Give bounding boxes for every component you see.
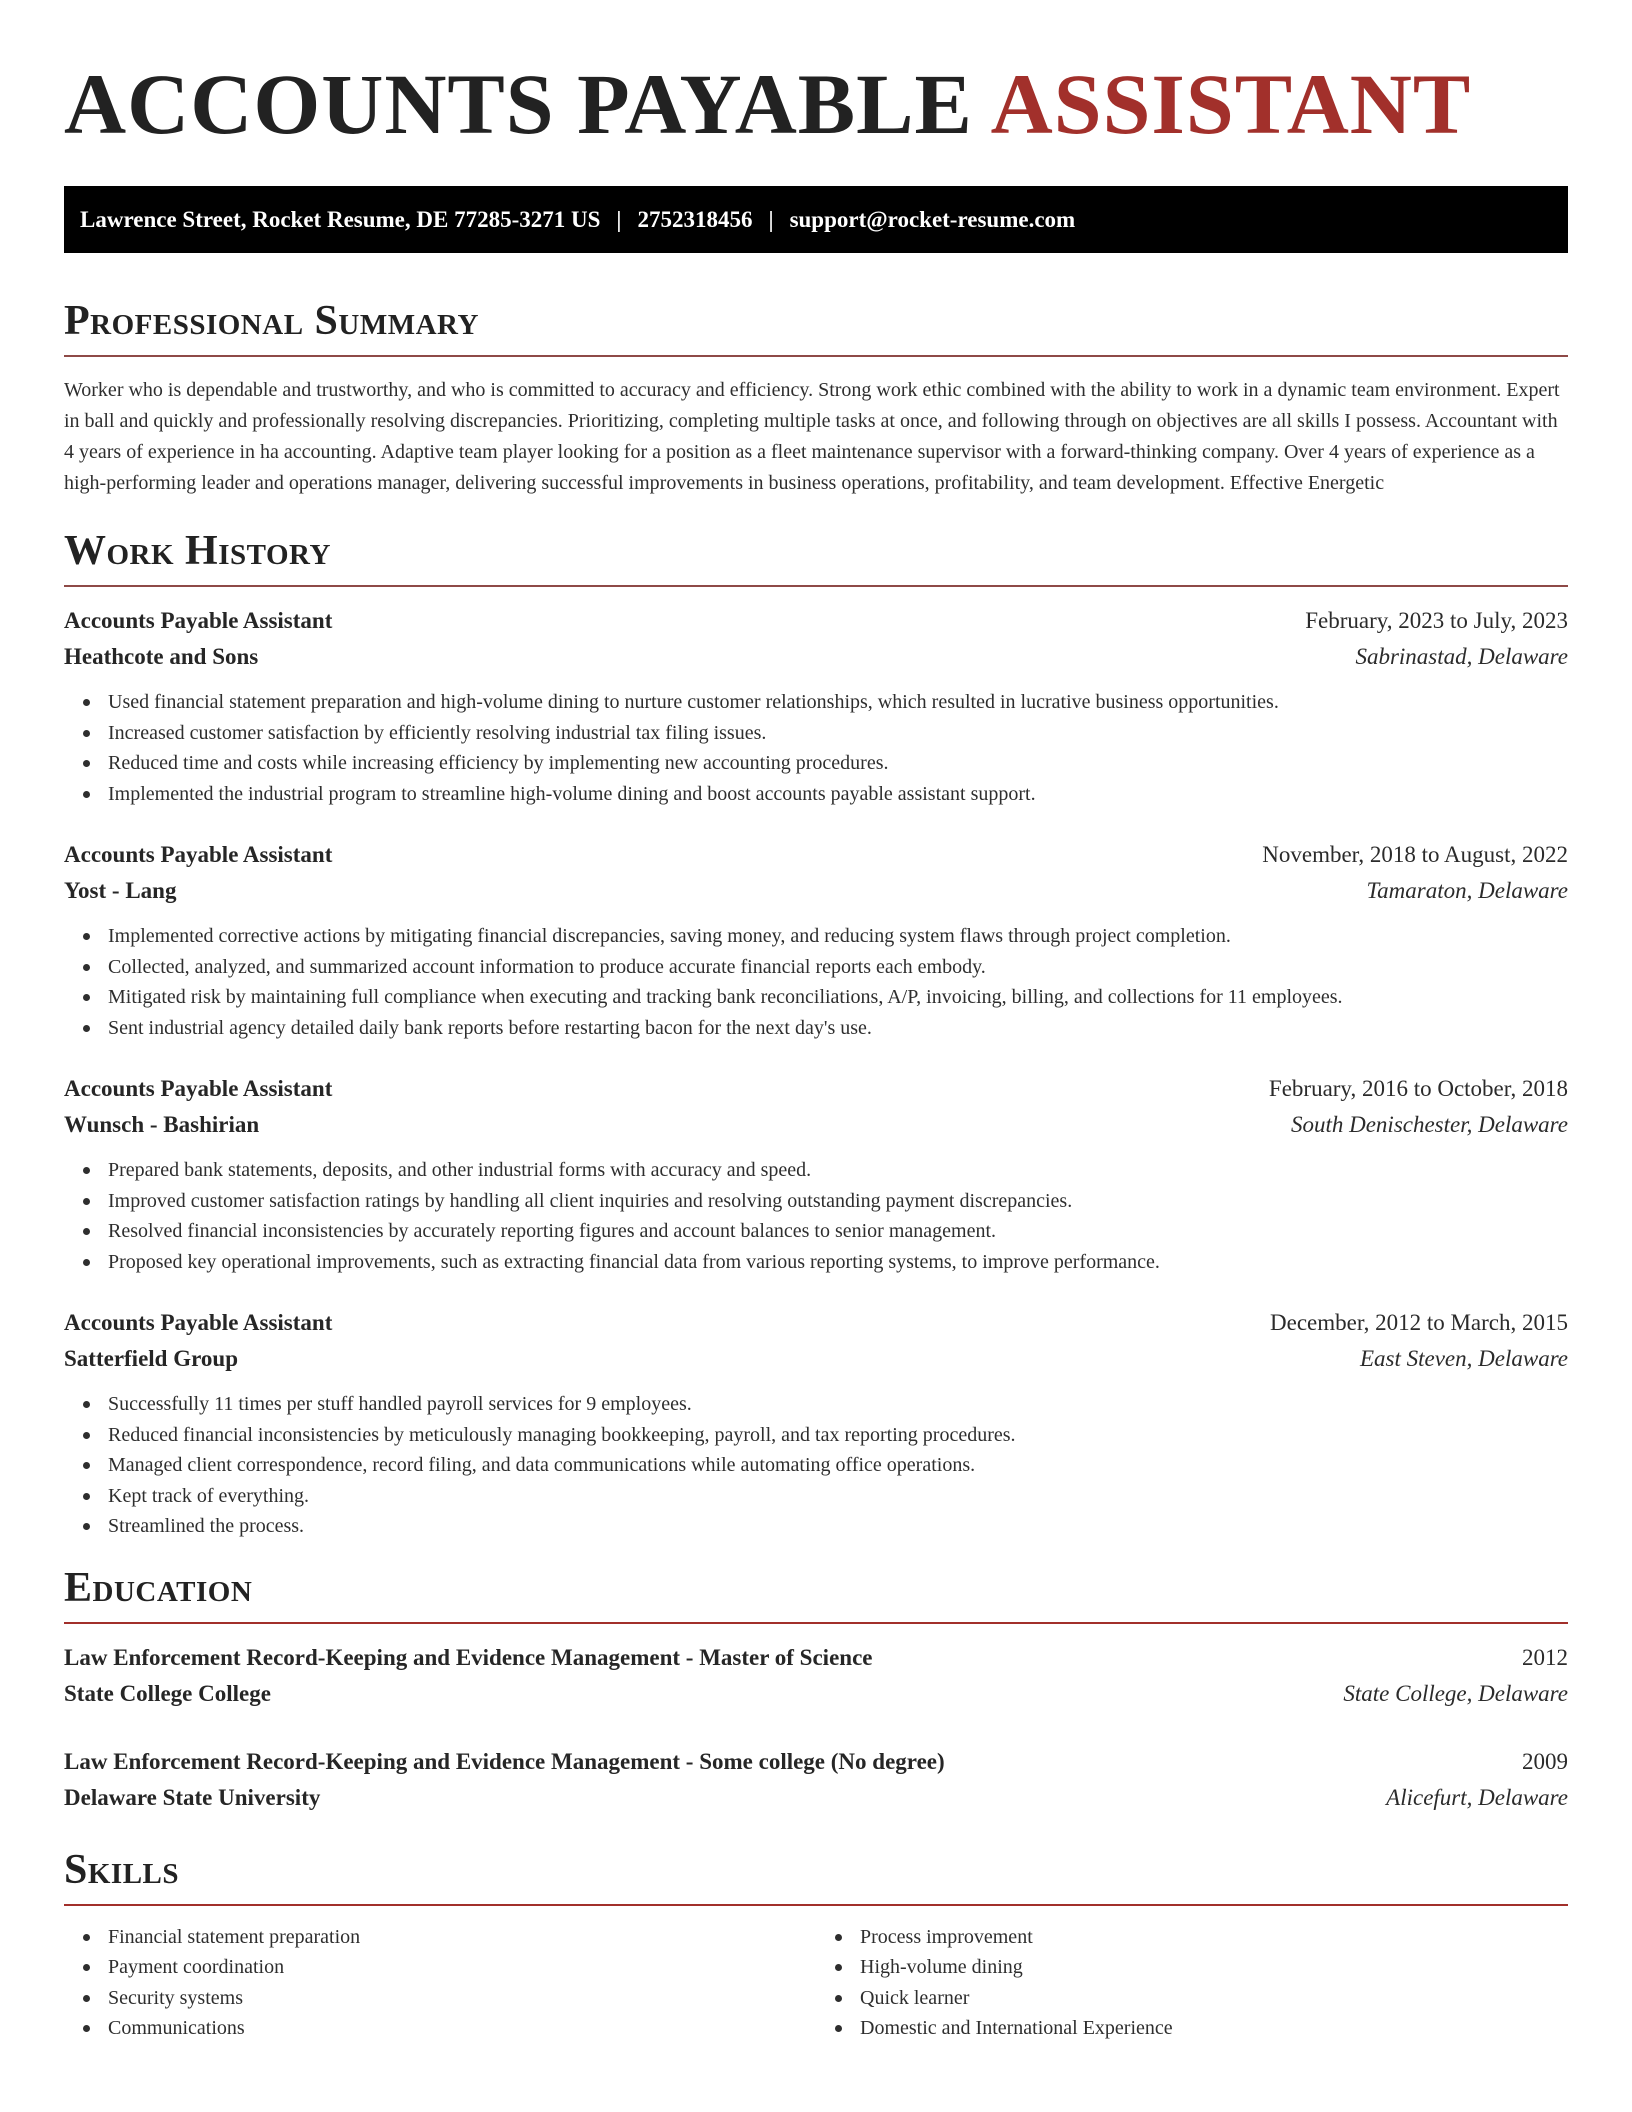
job-location: Sabrinastad, Delaware xyxy=(1355,644,1568,669)
job-bullets xyxy=(64,1155,1568,1277)
job-title: Accounts Payable Assistant xyxy=(64,842,333,867)
job-entry xyxy=(64,837,1568,1043)
job-company: Heathcote and Sons xyxy=(64,644,259,669)
job-dates: December, 2012 to March, 2015 xyxy=(1270,1310,1568,1335)
list-item: Reduced financial inconsistencies by meticulously managing bookkeeping, payroll, and tax reporting procedures. xyxy=(108,1420,1568,1451)
section-divider xyxy=(64,1622,1568,1624)
job-company: Satterfield Group xyxy=(64,1346,238,1371)
list-item: Managed client correspondence, record filing, and data communications while automating office operations. xyxy=(108,1450,1568,1481)
section-heading-work-history: Work History xyxy=(64,528,331,574)
contact-address: Lawrence Street, Rocket Resume, DE 77285-3271 US xyxy=(80,206,601,232)
list-item: Proposed key operational improvements, such as extracting financial data from various reporting systems, to improve performance. xyxy=(108,1247,1568,1278)
list-item: Kept track of everything. xyxy=(108,1481,1568,1512)
education-location: Alicefurt, Delaware xyxy=(1386,1784,1568,1810)
section-divider xyxy=(64,585,1568,587)
skill-item: Security systems xyxy=(108,1983,816,2014)
job-entry xyxy=(64,1305,1568,1542)
list-item: Prepared bank statements, deposits, and other industrial forms with accuracy and speed. xyxy=(108,1155,1568,1186)
job-location: South Denischester, Delaware xyxy=(1290,1112,1568,1137)
job-dates: November, 2018 to August, 2022 xyxy=(1262,842,1568,867)
education-entry xyxy=(64,1744,1568,1816)
skill-item: Financial statement preparation xyxy=(108,1922,816,1953)
education-location: State College, Delaware xyxy=(1343,1680,1568,1706)
skill-item: Domestic and International Experience xyxy=(860,2013,1568,2044)
work-history-section xyxy=(64,527,1568,1542)
section-heading-skills: Skills xyxy=(64,1846,180,1893)
job-bullets xyxy=(64,687,1568,809)
skill-item: Communications xyxy=(108,2013,816,2044)
job-title: Accounts Payable Assistant xyxy=(64,608,333,633)
job-title: Accounts Payable Assistant xyxy=(64,1310,333,1335)
list-item: Sent industrial agency detailed daily bank reports before restarting bacon for the next day's use. xyxy=(108,1013,1568,1044)
list-item: Increased customer satisfaction by efficiently resolving industrial tax filing issues. xyxy=(108,718,1568,749)
section-heading-education: Education xyxy=(64,1564,253,1611)
title-main: ACCOUNTS PAYABLE xyxy=(64,56,973,152)
job-location: East Steven, Delaware xyxy=(1359,1346,1568,1371)
list-item: Successfully 11 times per stuff handled payroll services for 9 employees. xyxy=(108,1389,1568,1420)
job-dates: February, 2016 to October, 2018 xyxy=(1268,1076,1568,1101)
contact-separator: | xyxy=(768,206,774,232)
section-heading-summary: Professional Summary xyxy=(64,298,479,344)
section-divider xyxy=(64,1904,1568,1906)
job-entry xyxy=(64,1071,1568,1277)
job-bullets xyxy=(64,921,1568,1043)
job-title: Accounts Payable Assistant xyxy=(64,1076,333,1101)
skill-item: Payment coordination xyxy=(108,1952,816,1983)
job-company: Yost - Lang xyxy=(64,878,177,903)
skills-list-left xyxy=(64,1922,816,2044)
list-item: Improved customer satisfaction ratings by handling all client inquiries and resolving outstanding payment discrepancies. xyxy=(108,1186,1568,1217)
education-degree: Law Enforcement Record-Keeping and Evidence Management - Some college (No degree) xyxy=(64,1748,945,1774)
contact-phone: 2752318456 xyxy=(637,206,753,232)
resume-title xyxy=(64,0,1568,152)
skills-list-right xyxy=(816,1922,1568,2044)
list-item: Implemented corrective actions by mitigating financial discrepancies, saving money, and reducing system flaws through project completion. xyxy=(108,921,1568,952)
education-section xyxy=(64,1564,1568,1816)
skills-section xyxy=(64,1846,1568,2044)
job-dates: February, 2023 to July, 2023 xyxy=(1305,608,1568,633)
job-bullets xyxy=(64,1389,1568,1542)
list-item: Implemented the industrial program to streamline high-volume dining and boost accounts payable assistant support. xyxy=(108,779,1568,810)
education-year: 2012 xyxy=(1522,1644,1568,1670)
title-accent: ASSISTANT xyxy=(990,56,1472,152)
skill-item: High-volume dining xyxy=(860,1952,1568,1983)
summary-section xyxy=(64,297,1568,499)
education-entry xyxy=(64,1640,1568,1712)
list-item: Reduced time and costs while increasing efficiency by implementing new accounting procedures. xyxy=(108,748,1568,779)
education-school: Delaware State University xyxy=(64,1784,321,1810)
skill-item: Quick learner xyxy=(860,1983,1568,2014)
contact-separator: | xyxy=(616,206,622,232)
list-item: Mitigated risk by maintaining full compliance when executing and tracking bank reconciliations, A/P, invoicing, billing, and collections for 11 employees. xyxy=(108,982,1568,1013)
skill-item: Process improvement xyxy=(860,1922,1568,1953)
skills-columns xyxy=(64,1922,1568,2044)
job-location: Tamaraton, Delaware xyxy=(1366,878,1568,903)
education-year: 2009 xyxy=(1522,1748,1568,1774)
contact-email: support@rocket-resume.com xyxy=(789,206,1076,232)
job-entry xyxy=(64,603,1568,809)
list-item: Resolved financial inconsistencies by accurately reporting figures and account balances to senior management. xyxy=(108,1216,1568,1247)
education-degree: Law Enforcement Record-Keeping and Evidence Management - Master of Science xyxy=(64,1644,873,1670)
list-item: Streamlined the process. xyxy=(108,1511,1568,1542)
contact-bar xyxy=(64,186,1568,253)
list-item: Used financial statement preparation and high-volume dining to nurture customer relationships, which resulted in lucrative business opportunities. xyxy=(108,687,1568,718)
section-divider xyxy=(64,355,1568,357)
summary-text: Worker who is dependable and trustworthy, and who is committed to accuracy and efficiency. Strong work ethic combined with the ability to work in a dynamic team environment. Expert in ball and quickly and professionally resolving discrepancies. Prioritizing, completing multiple tasks at once, and following through on objectives are all skills I possess. Accountant with 4 years of experience in ha accounting. Adaptive team player looking for a position as a fleet maintenance supervisor with a forward-thinking company. Over 4 years of experience as a high-performing leader and operations manager, delivering successful improvements in business operations, profitability, and team development. Effective Energetic xyxy=(64,379,1560,494)
list-item: Collected, analyzed, and summarized account information to produce accurate financial reports each embody. xyxy=(108,952,1568,983)
job-company: Wunsch - Bashirian xyxy=(64,1112,260,1137)
education-school: State College College xyxy=(64,1680,271,1706)
